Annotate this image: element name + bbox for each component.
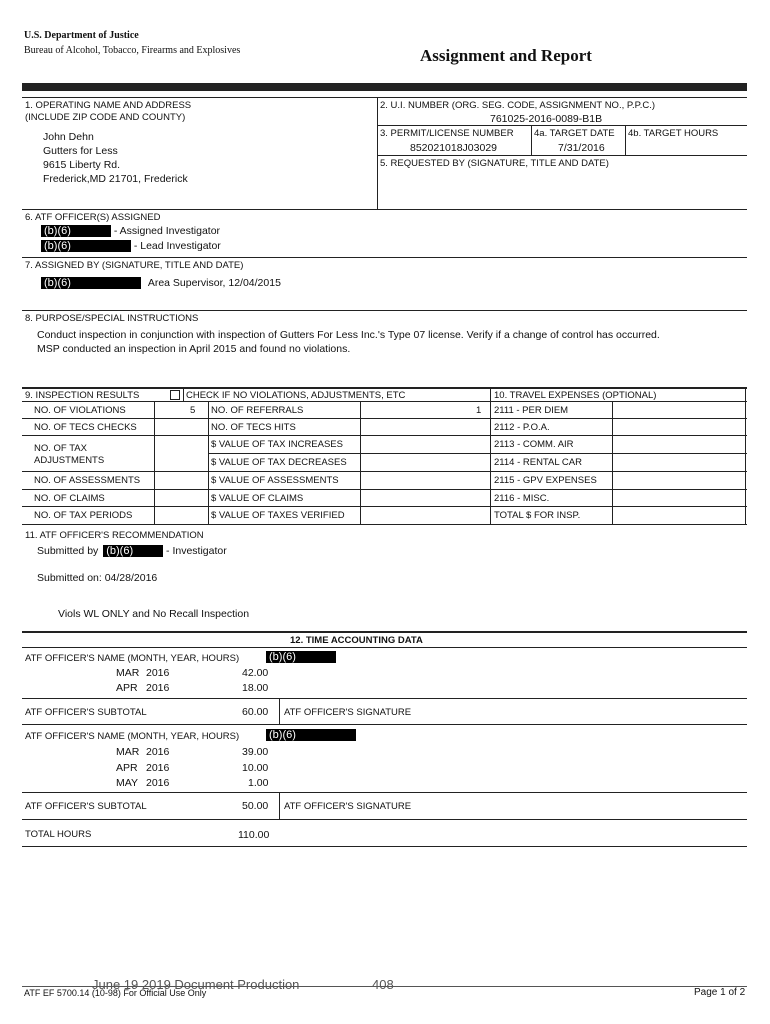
rental-car-label: 2114 - RENTAL CAR — [494, 457, 582, 468]
no-violations-checkbox[interactable] — [170, 390, 180, 400]
rule — [22, 257, 747, 258]
total-hours-label: TOTAL HOURS — [25, 829, 92, 840]
target-date-value: 7/31/2016 — [558, 142, 605, 154]
month: MAR — [116, 667, 140, 679]
rule — [22, 631, 747, 633]
watermark-text: June 19 2019 Document Production — [92, 977, 300, 992]
rule — [22, 418, 747, 419]
misc-label: 2116 - MISC. — [494, 493, 550, 504]
recommendation-label: 11. ATF OFFICER'S RECOMMENDATION — [25, 530, 204, 541]
redaction-box: (b)(6) — [266, 651, 336, 663]
divider — [183, 388, 184, 401]
watermark-page: 408 — [372, 977, 394, 992]
purpose-line-1: Conduct inspection in conjunction with inspection of Gutters For Less Inc.'s Type 07 license. Verify if a change of control has occurred. — [37, 329, 660, 341]
gpv-expenses-label: 2115 - GPV EXPENSES — [494, 475, 597, 486]
assigned-officer-1 — [41, 225, 220, 237]
month: APR — [116, 762, 138, 774]
header-bar — [22, 83, 747, 91]
rule — [22, 846, 747, 847]
assessments-label: NO. OF ASSESSMENTS — [34, 475, 141, 486]
assigned-by-value: Area Supervisor, 12/04/2015 — [147, 277, 281, 289]
operator-name: John Dehn — [43, 131, 94, 143]
tecs-checks-label: NO. OF TECS CHECKS — [34, 422, 137, 433]
hours: 1.00 — [248, 777, 269, 789]
officer-2-name — [266, 729, 356, 741]
tax-increases-label: $ VALUE OF TAX INCREASES — [211, 439, 343, 450]
page-number: Page 1 of 2 — [694, 987, 746, 998]
bureau-name: Bureau of Alcohol, Tobacco, Firearms and Explosives — [24, 45, 241, 56]
redaction-box: (b)(6) — [41, 277, 141, 289]
business-name: Gutters for Less — [43, 145, 118, 157]
hours: 10.00 — [242, 762, 269, 774]
rule — [208, 453, 747, 454]
subtotal-label: ATF OFFICER'S SUBTOTAL — [25, 801, 147, 812]
tecs-hits-label: NO. OF TECS HITS — [211, 422, 296, 433]
total-hours-value: 110.00 — [238, 829, 270, 841]
rule — [22, 489, 747, 490]
violations-value: 5 — [190, 405, 196, 416]
city-state-zip: Frederick,MD 21701, Frederick — [43, 173, 188, 185]
rule — [22, 387, 747, 389]
signature-label: ATF OFFICER'S SIGNATURE — [284, 707, 412, 718]
rule — [22, 435, 747, 436]
divider — [279, 792, 280, 819]
officer-2-subtotal: 50.00 — [242, 800, 269, 812]
rule — [22, 792, 747, 793]
divider — [625, 125, 626, 155]
no-violations-label: CHECK IF NO VIOLATIONS, ADJUSTMENTS, ETC — [186, 390, 406, 401]
rule — [22, 819, 747, 820]
rule — [22, 647, 747, 648]
form-title: Assignment and Report — [420, 46, 592, 65]
submitted-by-label: Submitted by — [37, 545, 99, 557]
inspection-results-label: 9. INSPECTION RESULTS — [25, 390, 140, 401]
requested-by-label: 5. REQUESTED BY (SIGNATURE, TITLE AND DATE) — [380, 158, 609, 169]
referrals-label: NO. OF REFERRALS — [211, 405, 304, 416]
assigned-by — [41, 277, 281, 289]
divider — [279, 698, 280, 724]
month: MAY — [116, 777, 138, 789]
hours: 18.00 — [242, 682, 269, 694]
rule — [22, 209, 747, 210]
redaction-box: (b)(6) — [41, 225, 111, 237]
submitted-by-role: - Investigator — [166, 545, 227, 557]
per-diem-label: 2111 - PER DIEM — [494, 405, 569, 416]
submitted-by — [37, 545, 227, 557]
rule — [377, 125, 747, 126]
officer-name-label: ATF OFFICER'S NAME (MONTH, YEAR, HOURS) — [25, 731, 240, 742]
tax-adjustments-label: NO. OF TAX ADJUSTMENTS — [34, 443, 105, 466]
target-hours-label: 4b. TARGET HOURS — [628, 128, 719, 139]
poa-label: 2112 - P.O.A. — [494, 422, 550, 433]
rule — [22, 506, 747, 507]
subtotal-label: ATF OFFICER'S SUBTOTAL — [25, 707, 147, 718]
year: 2016 — [146, 682, 170, 694]
taxes-verified-label: $ VALUE OF TAXES VERIFIED — [211, 510, 345, 521]
officer-1-name — [266, 651, 336, 663]
claims-label: NO. OF CLAIMS — [34, 493, 105, 504]
divider — [490, 388, 491, 525]
referrals-value: 1 — [476, 405, 482, 416]
officer-role: - Lead Investigator — [133, 240, 221, 252]
officer-1-subtotal: 60.00 — [242, 706, 269, 718]
month: APR — [116, 682, 138, 694]
travel-expenses-label: 10. TRAVEL EXPENSES (OPTIONAL) — [494, 390, 657, 401]
operating-name-label: 1. OPERATING NAME AND ADDRESS — [25, 100, 192, 111]
form-number: ATF EF 5700.14 (10-98) For Official Use Only — [24, 988, 207, 998]
redaction-box: (b)(6) — [103, 545, 163, 557]
rule — [22, 698, 747, 699]
violations-label: NO. OF VIOLATIONS — [34, 405, 126, 416]
month: MAR — [116, 746, 140, 758]
agency-name: U.S. Department of Justice — [24, 30, 139, 41]
signature-label: ATF OFFICER'S SIGNATURE — [284, 801, 412, 812]
comm-air-label: 2113 - COMM. AIR — [494, 439, 574, 450]
hours: 42.00 — [242, 667, 269, 679]
redaction-box: (b)(6) — [41, 240, 131, 252]
permit-value: 852021018J03029 — [410, 142, 498, 154]
redaction-box: (b)(6) — [266, 729, 356, 741]
purpose-label: 8. PURPOSE/SPECIAL INSTRUCTIONS — [25, 313, 199, 324]
claims-value-label: $ VALUE OF CLAIMS — [211, 493, 304, 504]
assessments-value-label: $ VALUE OF ASSESSMENTS — [211, 475, 339, 486]
year: 2016 — [146, 777, 170, 789]
rule — [22, 524, 747, 525]
hours: 39.00 — [242, 746, 269, 758]
rule — [22, 401, 747, 402]
ui-number-label: 2. U.I. NUMBER (ORG. SEG. CODE, ASSIGNMENT NO., P.P.C.) — [380, 100, 656, 111]
total-insp-label: TOTAL $ FOR INSP. — [494, 510, 581, 521]
tax-periods-label: NO. OF TAX PERIODS — [34, 510, 133, 521]
officer-name-label: ATF OFFICER'S NAME (MONTH, YEAR, HOURS) — [25, 653, 240, 664]
permit-label: 3. PERMIT/LICENSE NUMBER — [380, 128, 514, 139]
rule — [377, 155, 747, 156]
divider — [531, 125, 532, 155]
rule — [22, 97, 747, 98]
divider — [377, 97, 378, 209]
operating-address — [43, 130, 188, 186]
assigned-by-label: 7. ASSIGNED BY (SIGNATURE, TITLE AND DATE) — [25, 260, 244, 271]
officer-role: - Assigned Investigator — [113, 225, 221, 237]
year: 2016 — [146, 762, 170, 774]
tax-decreases-label: $ VALUE OF TAX DECREASES — [211, 457, 347, 468]
year: 2016 — [146, 746, 170, 758]
rule — [22, 310, 747, 311]
street-address: 9615 Liberty Rd. — [43, 159, 121, 171]
rule — [22, 471, 747, 472]
recommendation-note: Viols WL ONLY and No Recall Inspection — [58, 608, 250, 620]
divider — [745, 388, 746, 525]
target-date-label: 4a. TARGET DATE — [534, 128, 615, 139]
time-accounting-title: 12. TIME ACCOUNTING DATA — [290, 635, 423, 646]
assigned-officer-2 — [41, 240, 221, 252]
officers-assigned-label: 6. ATF OFFICER(S) ASSIGNED — [25, 212, 161, 223]
purpose-line-2: MSP conducted an inspection in April 2015 and found no violations. — [37, 343, 351, 355]
operating-name-sublabel: (INCLUDE ZIP CODE AND COUNTY) — [25, 112, 186, 123]
submitted-on: Submitted on: 04/28/2016 — [37, 572, 158, 584]
year: 2016 — [146, 667, 170, 679]
rule — [22, 724, 747, 725]
ui-number-value: 761025-2016-0089-B1B — [490, 113, 603, 125]
